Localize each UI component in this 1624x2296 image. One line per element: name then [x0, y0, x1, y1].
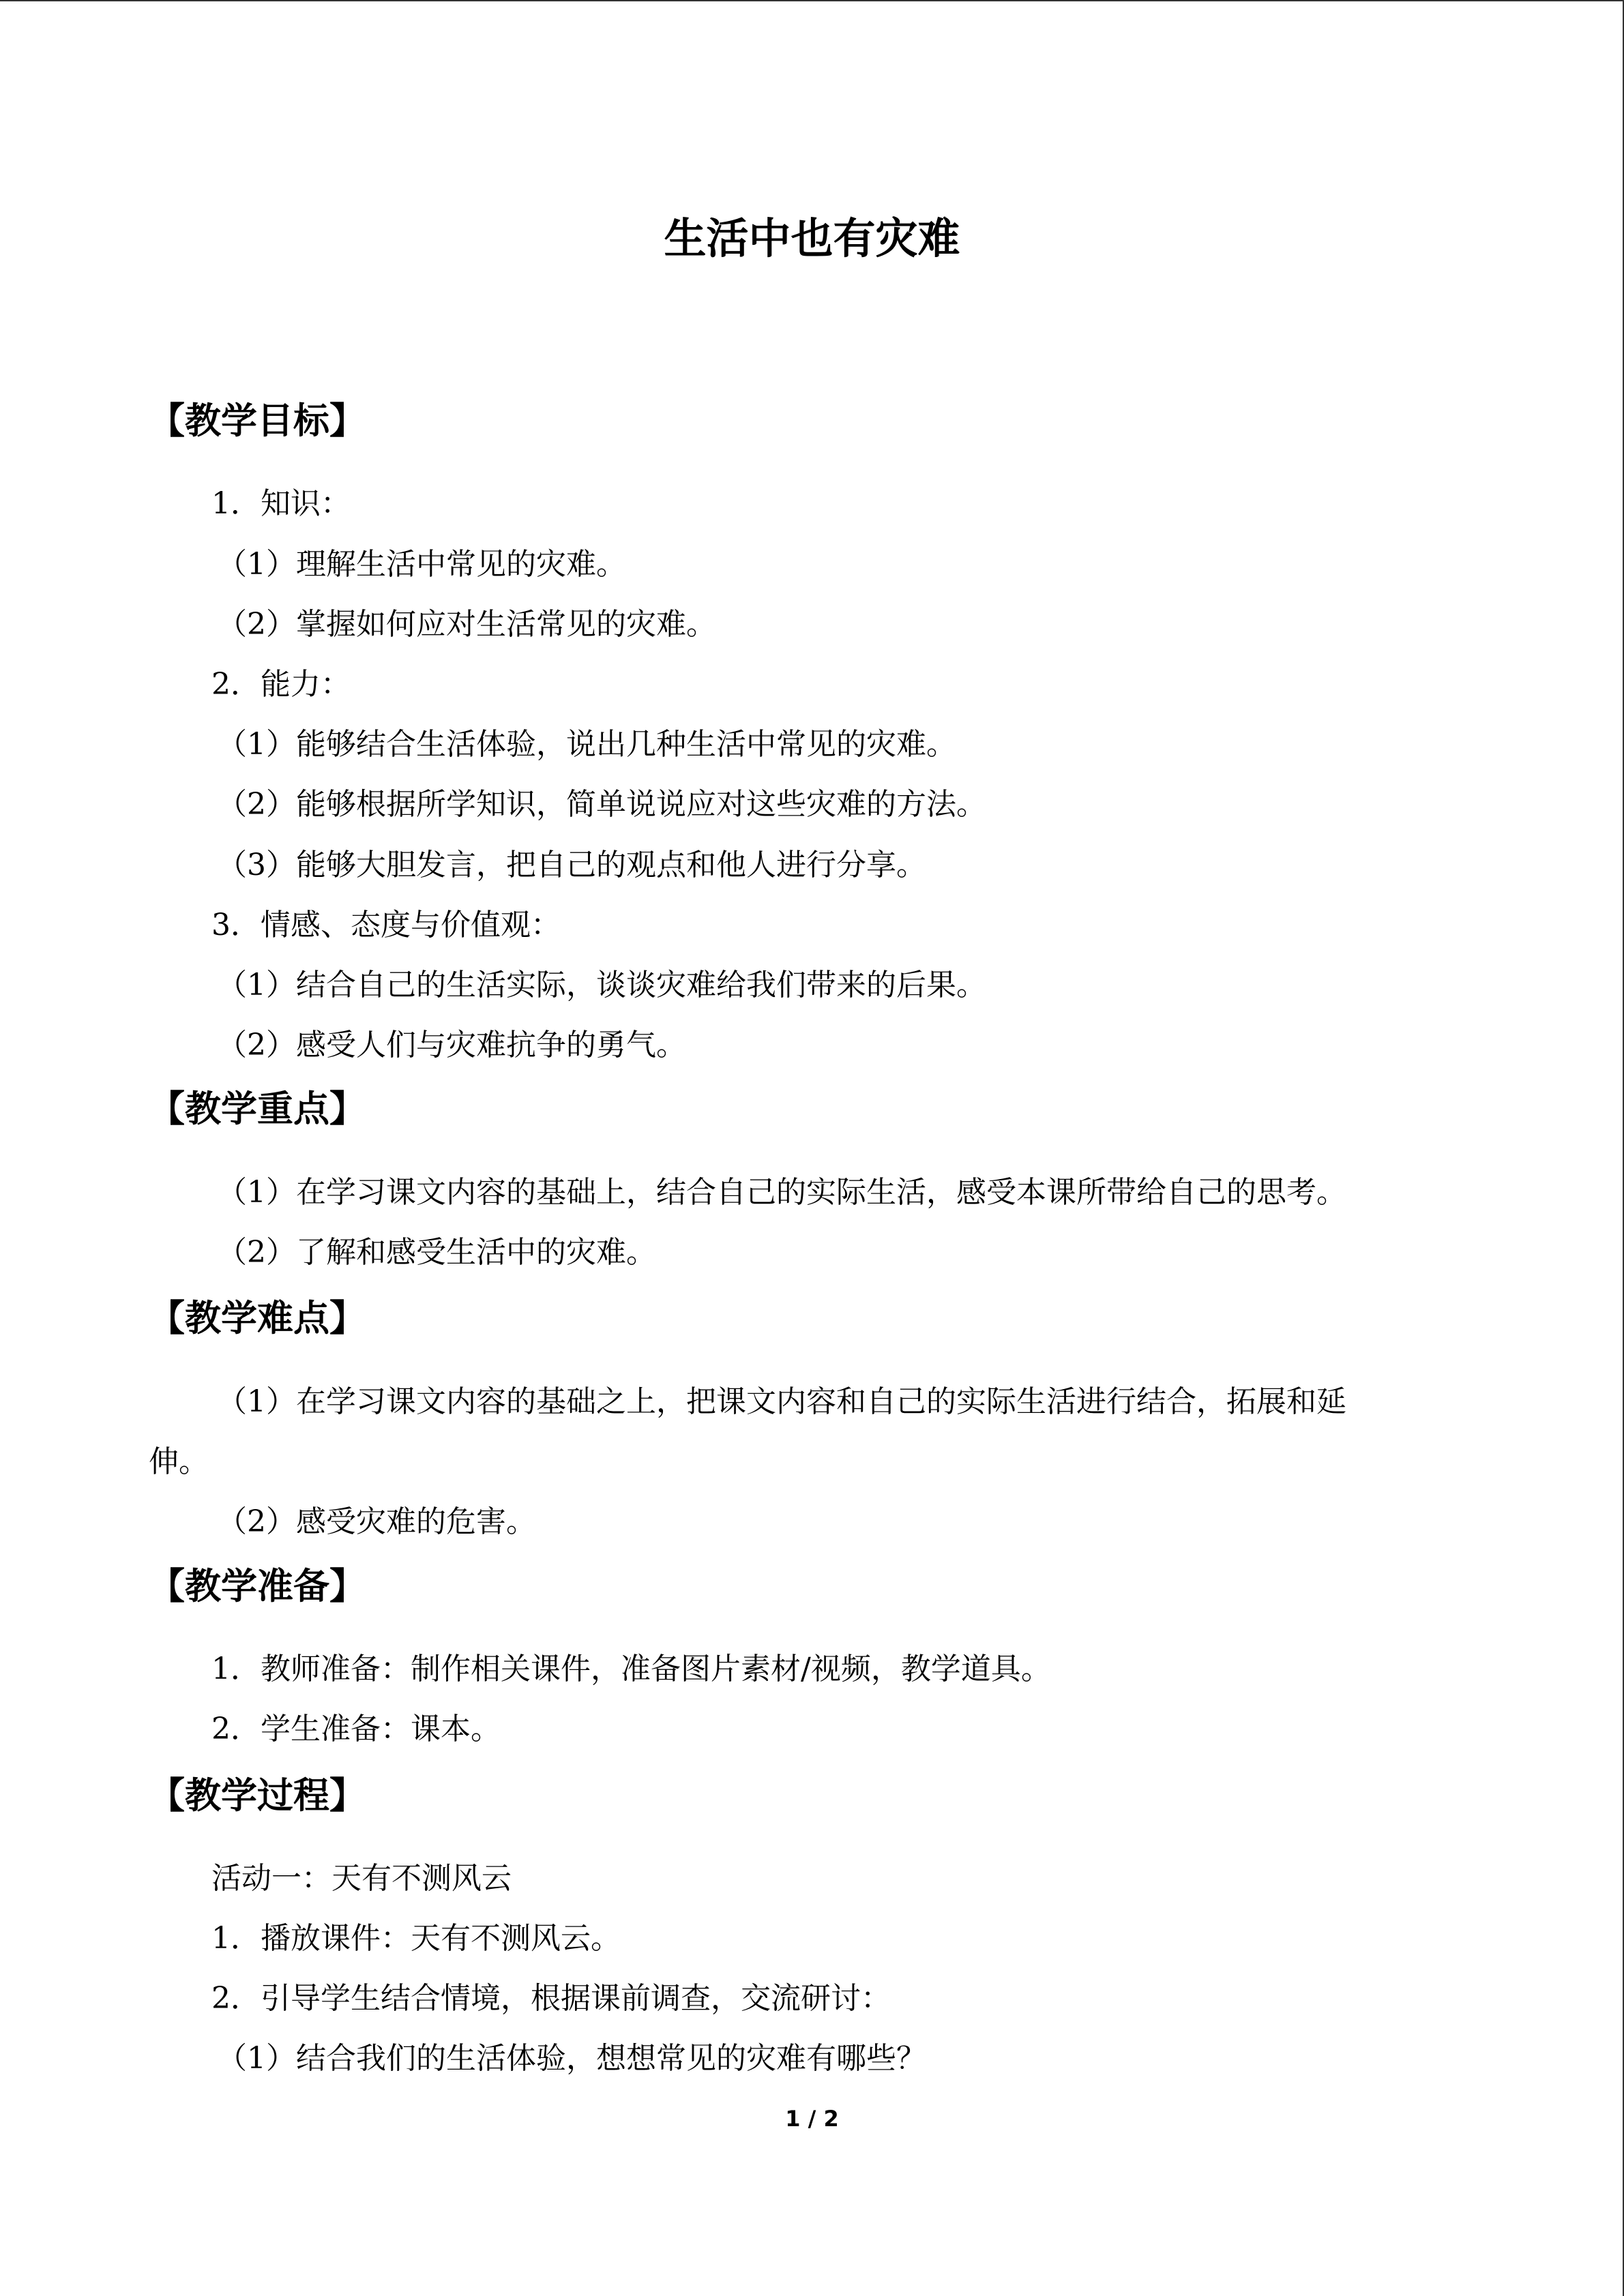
objective-line: （1）能够结合生活体验，说出几种生活中常见的灾难。	[217, 727, 956, 762]
objective-line: 3．情感、态度与价值观：	[211, 908, 561, 942]
objective-line: （3）能够大胆发言，把自己的观点和他人进行分享。	[217, 848, 926, 882]
difficulty-line: （1）在学习课文内容的基础之上，把课文内容和自己的实际生活进行结合，拓展和延	[217, 1384, 1346, 1419]
objective-line: （2）能够根据所学知识，简单说说应对这些灾难的方法。	[217, 787, 986, 822]
process-line: （1）结合我们的生活体验，想想常见的灾难有哪些？	[217, 2041, 926, 2076]
process-line: 2．引导学生结合情境，根据课前调查，交流研讨：	[211, 1981, 891, 2016]
section-heading-difficulties: 【教学难点】	[149, 1297, 366, 1339]
process-line: 活动一：天有不测风云	[211, 1861, 512, 1896]
section-heading-process: 【教学过程】	[149, 1774, 366, 1817]
key-point-line: （2）了解和感受生活中的灾难。	[217, 1235, 656, 1270]
objective-line: （2）掌握如何应对生活常见的灾难。	[217, 607, 716, 642]
document-title: 生活中也有灾难	[664, 213, 960, 263]
process-line: 1．播放课件：天有不测风云。	[211, 1921, 621, 1956]
section-heading-objectives: 【教学目标】	[149, 400, 366, 442]
objective-line: 2．能力：	[211, 667, 351, 702]
key-point-line: （1）在学习课文内容的基础上，结合自己的实际生活，感受本课所带给自己的思考。	[217, 1175, 1346, 1210]
difficulty-line: 伸。	[149, 1444, 209, 1479]
section-heading-key-points: 【教学重点】	[149, 1088, 366, 1130]
difficulty-line: （2）感受灾难的危害。	[217, 1504, 536, 1539]
preparation-line: 1．教师准备：制作相关课件，准备图片素材/视频，教学道具。	[211, 1652, 1051, 1686]
objective-line: （1）结合自己的生活实际，谈谈灾难给我们带来的后果。	[217, 968, 986, 1002]
section-heading-preparation: 【教学准备】	[149, 1565, 366, 1607]
page-number: 1 / 2	[785, 2106, 839, 2132]
preparation-line: 2．学生准备：课本。	[211, 1712, 501, 1746]
objective-line: 1．知识：	[211, 486, 351, 521]
objective-line: （1）理解生活中常见的灾难。	[217, 547, 626, 582]
objective-line: （2）感受人们与灾难抗争的勇气。	[217, 1028, 686, 1062]
